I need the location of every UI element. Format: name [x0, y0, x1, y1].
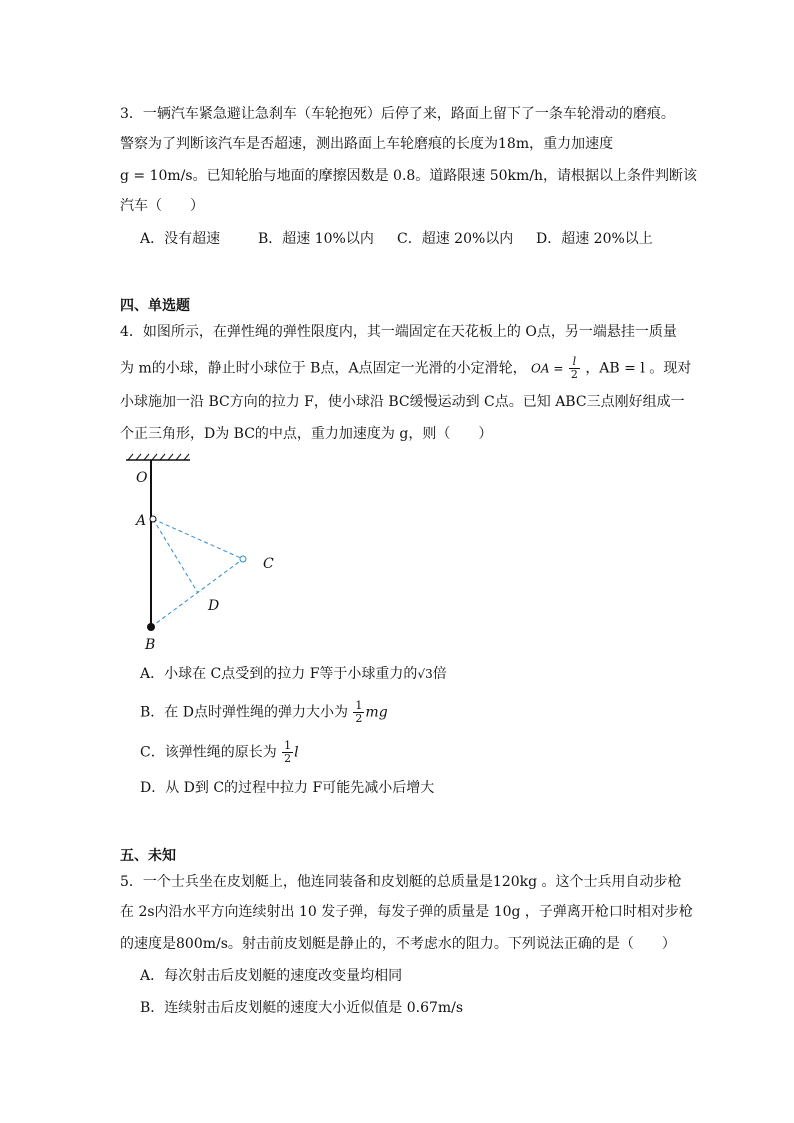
dashed-bc	[151, 559, 243, 627]
q4-option-d: D．从 D到 C的过程中拉力 F可能先减小后增大	[140, 780, 435, 796]
q4-oa-fraction	[569, 356, 580, 381]
section5-title: 五、未知	[120, 848, 176, 864]
dashed-ac	[153, 519, 243, 559]
q4-line3: 小球施加一沿 BC方向的拉力 F，使小球沿 BC缓慢运动到 C点。已知 ABC三点刚好组成一	[120, 394, 685, 410]
section4-title: 四、单选题	[120, 298, 190, 314]
q4-option-b-frac-num: 1	[355, 699, 363, 712]
q4-figure	[118, 452, 288, 657]
q3-option-a: A．没有超速	[140, 231, 221, 247]
q3-option-b: B．超速 10%以内	[258, 231, 374, 247]
q4-option-a-text: A．小球在 C点受到的拉力 F等于小球重力的	[140, 666, 418, 682]
q4-ab-label: ，AB = l 。现对	[585, 360, 692, 377]
dashed-ad	[153, 519, 198, 593]
label-d: D	[208, 598, 220, 614]
q4-option-a	[140, 664, 447, 684]
q5-line3: 的速度是800m/s。射击前皮划艇是静止的，不考虑水的阻力。下列说法正确的是（ ）	[120, 936, 676, 952]
q4-option-c	[140, 740, 299, 765]
q4-option-b	[140, 700, 388, 725]
q4-line1: 4．如图所示，在弹性绳的弹性限度内，其一端固定在天花板上的 O点，另一端悬挂一质量	[120, 324, 677, 340]
q4-option-a-suffix: 倍	[432, 666, 447, 682]
q4-option-b-fraction	[353, 700, 364, 725]
q4-oa-frac-num: l	[569, 356, 580, 369]
q4-option-c-fraction	[282, 740, 293, 765]
q3-line4: 汽车（ ）	[120, 198, 204, 214]
q3-line1: 3．一辆汽车紧急避让急刹车（车轮抱死）后停了来，路面上留下了一条车轮滑动的磨痕。	[120, 106, 675, 122]
q4-option-a-sqrt: √3	[417, 667, 433, 681]
q4-option-c-text: C．该弹性绳的原长为	[140, 744, 277, 761]
point-c	[240, 556, 246, 562]
q4-option-b-suffix: mg	[365, 704, 388, 721]
label-b: B	[145, 637, 156, 653]
q4-line2-text: 为 m的小球，静止时小球位于 B点，A点固定一光滑的小定滑轮，	[120, 360, 527, 377]
pulley-a	[150, 516, 156, 522]
q5-line2: 在 2s内沿水平方向连续射出 10 发子弹，每发子弹的质量是 10g ，子弹离开枪口时相对步枪	[120, 904, 693, 920]
q3-option-c: C．超速 20%以内	[397, 231, 514, 247]
q4-line2	[120, 356, 691, 381]
label-c: C	[263, 556, 274, 572]
q4-option-c-frac-num: 1	[284, 739, 292, 752]
label-a: A	[136, 513, 147, 529]
q4-option-c-frac-den: 2	[284, 752, 292, 765]
q3-option-d: D．超速 20%以上	[536, 231, 653, 247]
q4-oa-label: OA =	[531, 361, 564, 376]
q4-option-c-suffix: l	[294, 744, 299, 761]
ceiling-hatch	[128, 454, 189, 460]
q4-oa-frac-den: 2	[570, 368, 578, 381]
q3-line2: 警察为了判断该汽车是否超速，测出路面上车轮磨痕的长度为18m，重力加速度	[120, 136, 614, 152]
q4-option-b-frac-den: 2	[355, 712, 363, 725]
q5-option-a: A．每次射击后皮划艇的速度改变量均相同	[140, 968, 403, 984]
q5-line1: 5．一个士兵坐在皮划艇上，他连同装备和皮划艇的总质量是120kg 。这个士兵用自动步枪	[120, 874, 682, 890]
ball-b	[147, 623, 155, 631]
q3-line3: g = 10m/s。已知轮胎与地面的摩擦因数是 0.8。道路限速 50km/h，请根据以上条件判断该	[120, 168, 698, 184]
q4-line4: 个正三角形，D为 BC的中点，重力加速度为 g，则（ ）	[120, 426, 493, 442]
q4-option-b-text: B．在 D点时弹性绳的弹力大小为	[140, 704, 348, 721]
q5-option-b: B．连续射击后皮划艇的速度大小近似值是 0.67m/s	[140, 1000, 464, 1016]
label-o: O	[136, 470, 148, 486]
